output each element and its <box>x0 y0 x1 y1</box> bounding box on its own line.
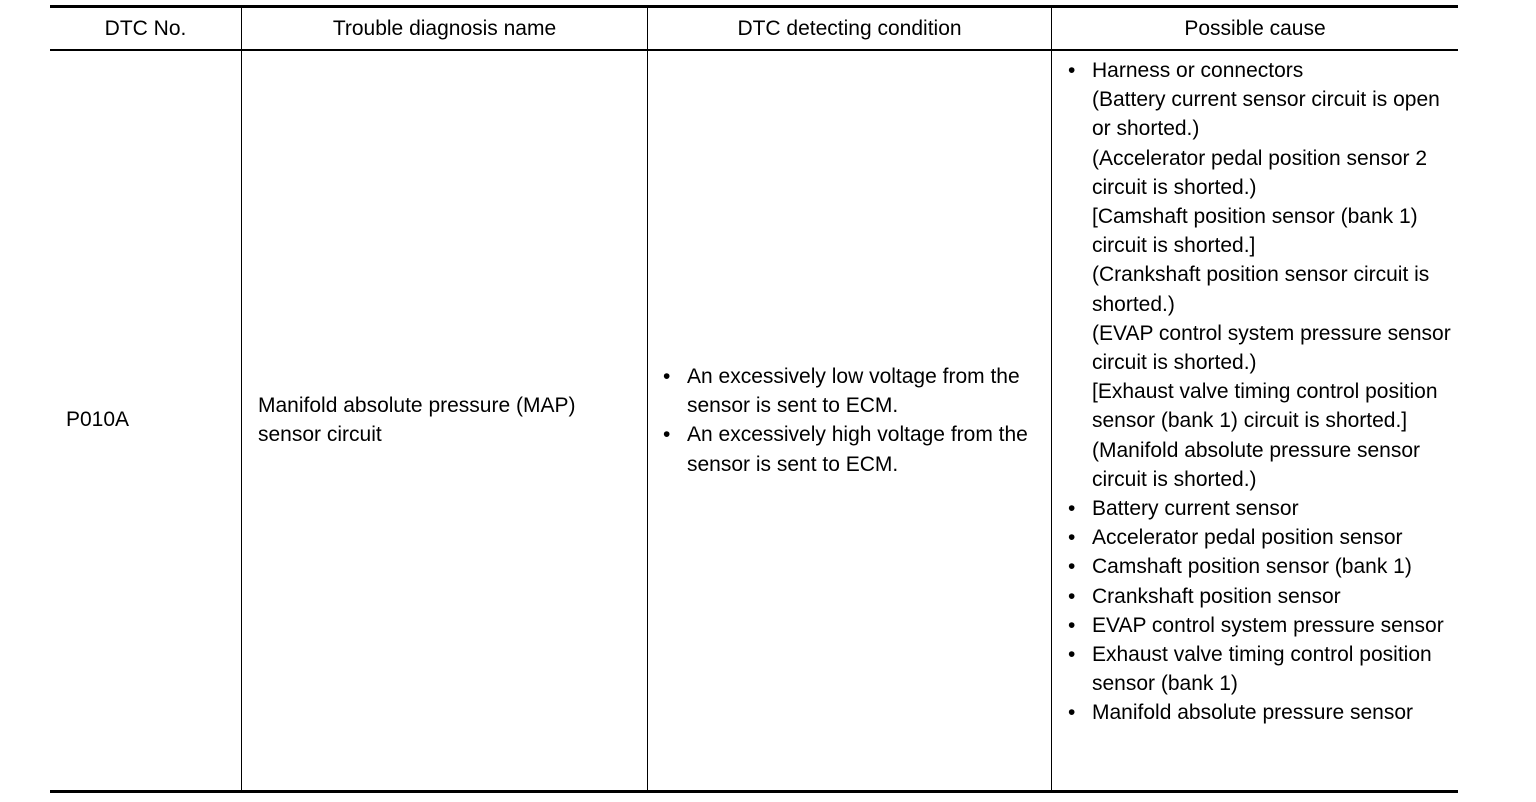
bullet-icon: • <box>1068 584 1076 608</box>
list-item <box>1066 582 1456 611</box>
possible-cause-component: Crankshaft position sensor <box>1092 584 1341 608</box>
list-item <box>1066 552 1456 581</box>
possible-cause-component: Accelerator pedal position sensor <box>1092 526 1403 550</box>
possible-cause-component: EVAP control system pressure sensor <box>1092 613 1444 637</box>
possible-cause-component: Exhaust valve timing control position sensor (bank 1) <box>1092 643 1432 696</box>
bullet-icon: • <box>1068 555 1076 579</box>
harness-detail: (Manifold absolute pressure sensor circuit is shorted.) <box>1092 438 1421 491</box>
list-item <box>1066 698 1456 727</box>
list-item <box>1066 494 1456 523</box>
header-trouble-diagnosis-name: Trouble diagnosis name <box>332 17 557 40</box>
possible-causes-list <box>1066 56 1456 728</box>
header-possible-cause: Possible cause <box>1184 17 1326 40</box>
dtc-table <box>50 5 1458 793</box>
bullet-icon: • <box>1068 497 1076 521</box>
list-item <box>661 420 1036 478</box>
list-item <box>1066 640 1456 698</box>
column-divider <box>241 8 242 790</box>
detecting-conditions <box>661 362 1036 479</box>
header-dtc-no: DTC No. <box>104 17 187 40</box>
trouble-diagnosis-name: Manifold absolute pressure (MAP) sensor circuit <box>258 394 576 447</box>
harness-detail: (EVAP control system pressure sensor circuit is shorted.) <box>1092 321 1451 375</box>
bullet-icon: • <box>1068 701 1076 725</box>
harness-label: Harness or connectors <box>1092 59 1304 82</box>
harness-detail: (Accelerator pedal position sensor 2 circuit is shorted.) <box>1092 146 1428 199</box>
harness-detail: (Crankshaft position sensor circuit is shorted.) <box>1092 263 1430 316</box>
bullet-icon: • <box>1068 643 1076 667</box>
column-divider <box>647 8 648 790</box>
list-item <box>661 362 1036 420</box>
harness-detail: [Camshaft position sensor (bank 1) circuit is shorted.] <box>1092 205 1418 258</box>
bullet-icon: • <box>663 423 671 447</box>
possible-causes <box>1066 56 1456 728</box>
column-divider <box>1051 8 1052 790</box>
detecting-condition-text: An excessively low voltage from the sensor is sent to ECM. <box>687 365 1020 418</box>
list-item <box>1066 56 1456 494</box>
possible-cause-component: Battery current sensor <box>1092 497 1299 521</box>
dtc-number: P010A <box>66 408 130 431</box>
list-item <box>1066 611 1456 640</box>
bullet-icon: • <box>663 365 671 388</box>
header-dtc-detecting-condition: DTC detecting condition <box>737 17 962 40</box>
bullet-icon: • <box>1068 59 1076 82</box>
header-divider <box>50 49 1458 51</box>
detecting-condition-text: An excessively high voltage from the sensor is sent to ECM. <box>687 423 1028 476</box>
possible-cause-component: Manifold absolute pressure sensor <box>1092 701 1414 725</box>
detecting-conditions-list <box>661 362 1036 479</box>
bullet-icon: • <box>1068 613 1076 637</box>
harness-detail: [Exhaust valve timing control position sensor (bank 1) circuit is shorted.] <box>1092 380 1438 433</box>
harness-detail: (Battery current sensor circuit is open or shorted.) <box>1092 88 1440 141</box>
possible-cause-component: Camshaft position sensor (bank 1) <box>1092 555 1412 579</box>
bullet-icon: • <box>1068 526 1076 550</box>
list-item <box>1066 523 1456 552</box>
